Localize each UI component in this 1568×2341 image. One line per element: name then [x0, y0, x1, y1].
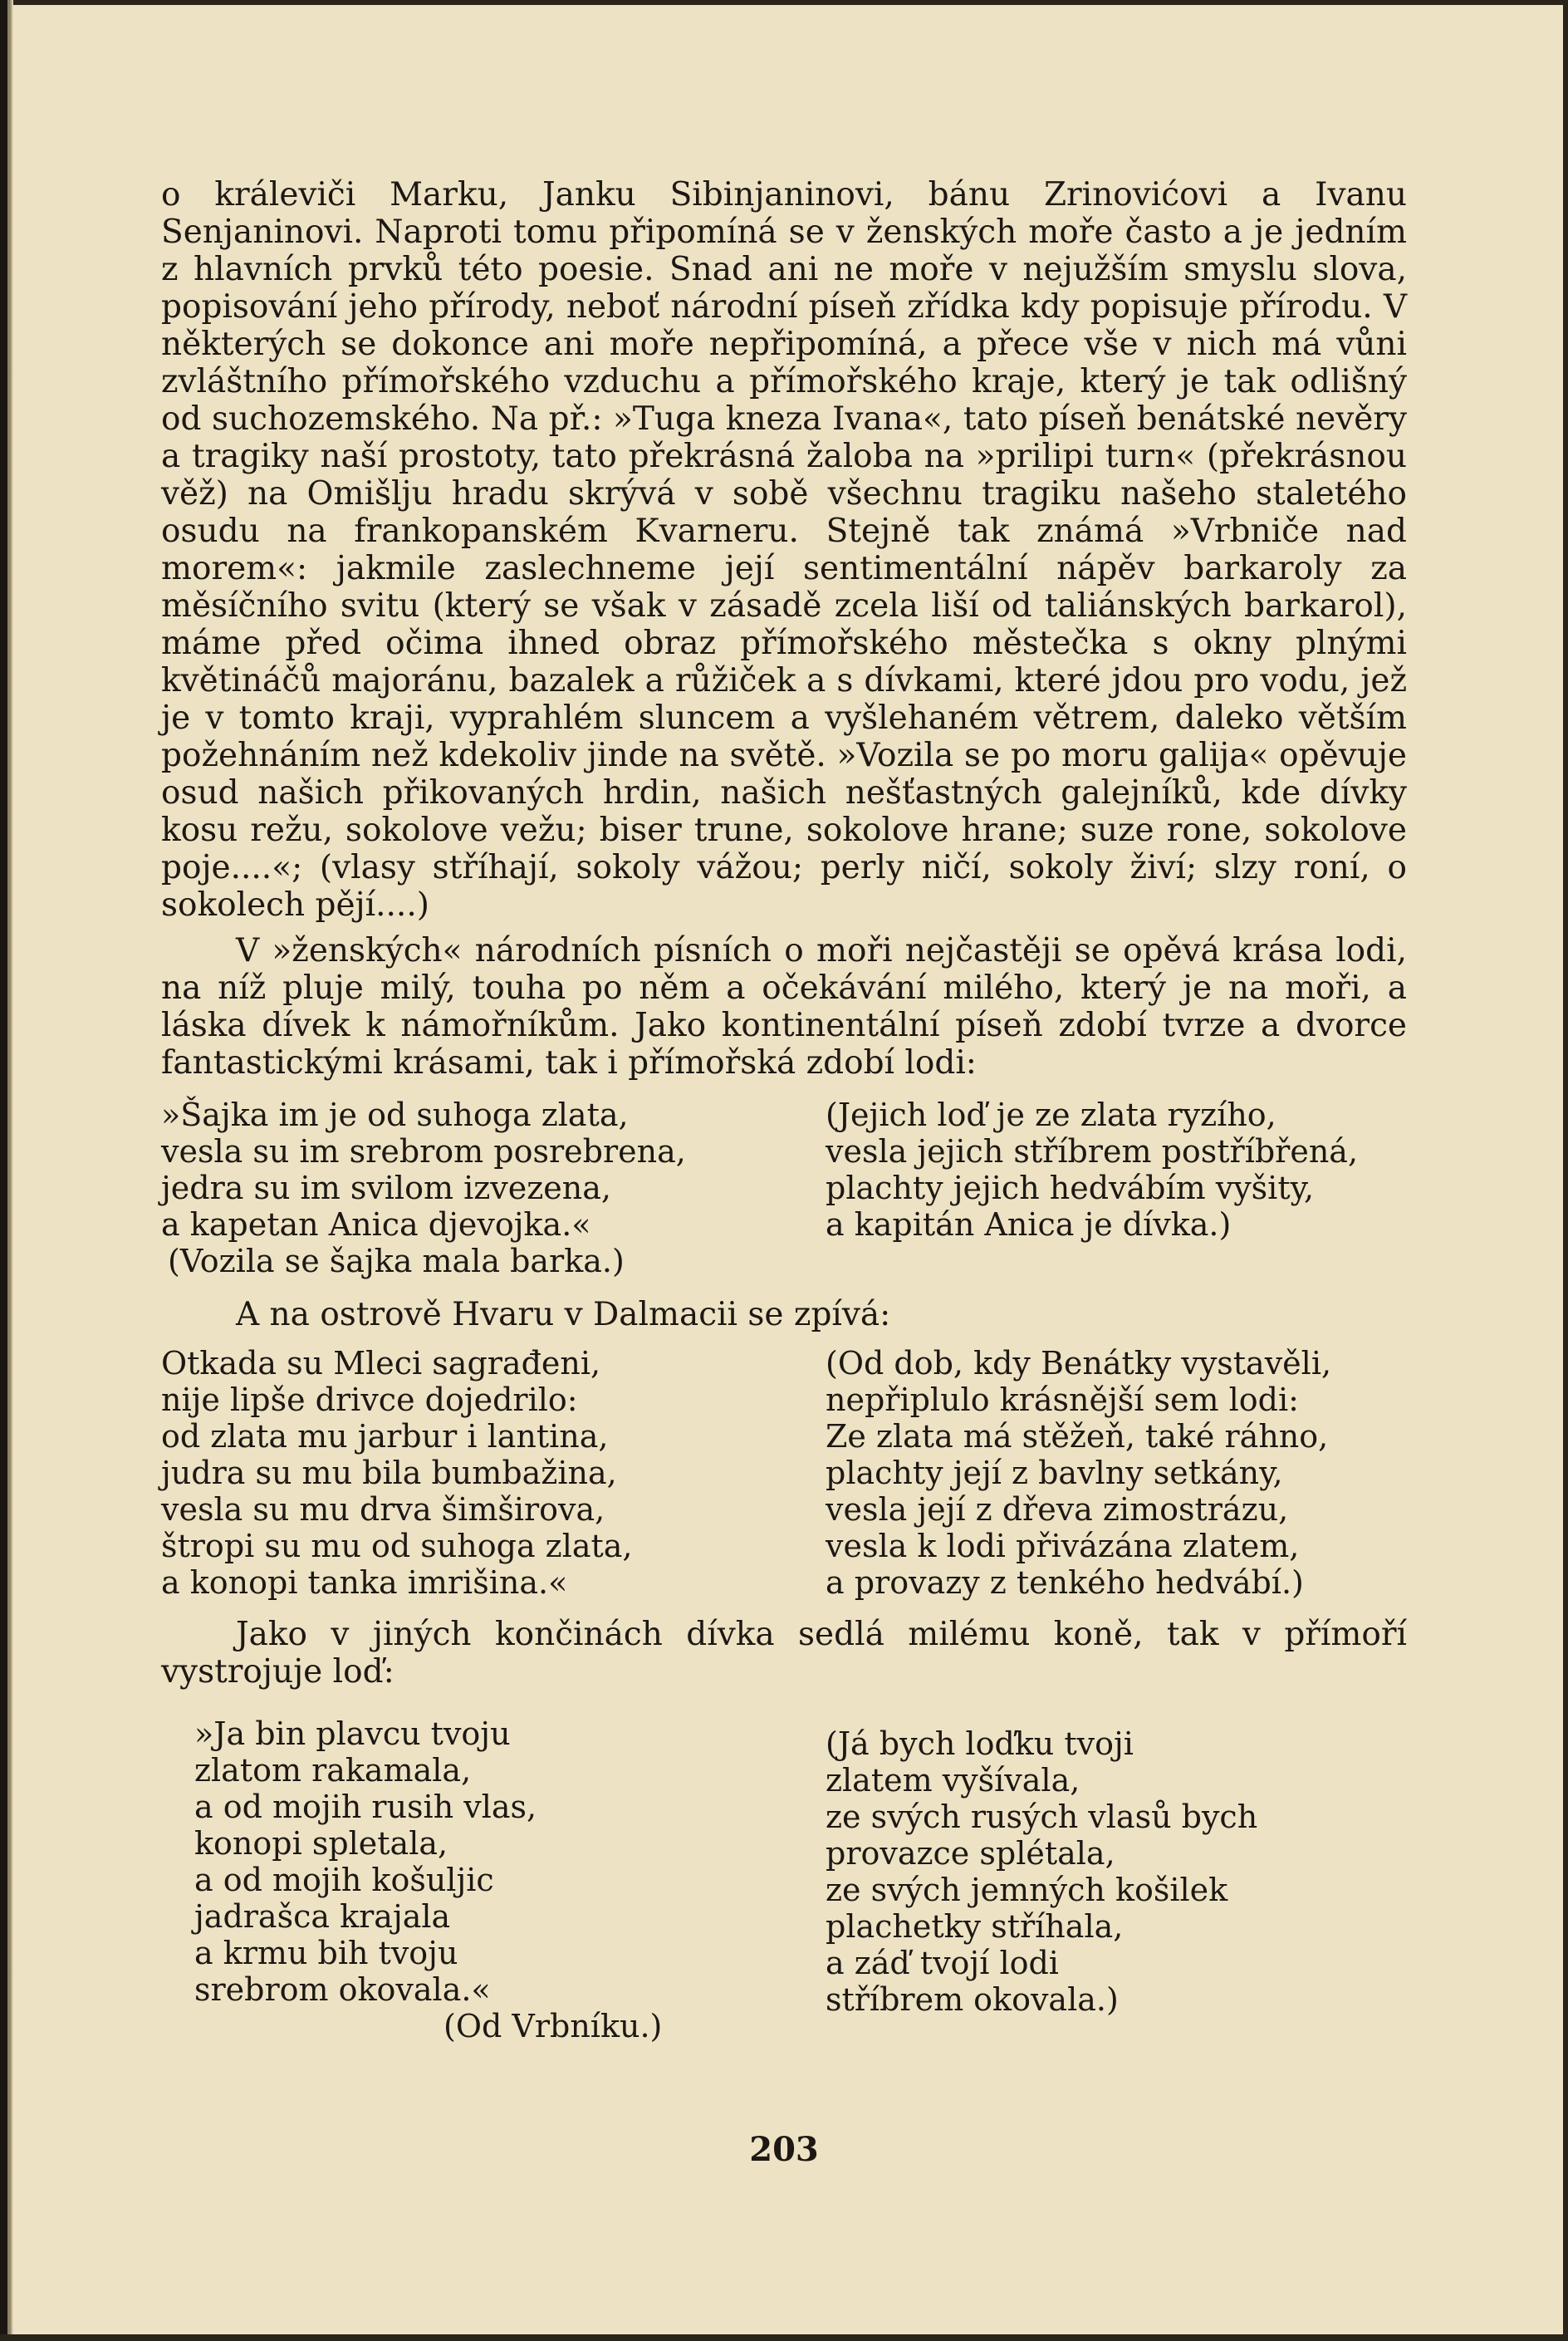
verse-line: Otkada su Mleci sagrađeni, — [161, 1345, 601, 1382]
scan-border-right — [1563, 0, 1568, 2341]
poem-vrbnik-original — [161, 1715, 792, 2044]
verse-line: nepřiplulo krásnější sem lodi: — [826, 1382, 1299, 1418]
verse-line: vesla su mu drva šimširova, — [161, 1491, 605, 1528]
verse-line: zlatem vyšívala, — [826, 1762, 1080, 1799]
poem-source: (Od Vrbníku.) — [443, 2008, 663, 2044]
page-number: 203 — [749, 2130, 819, 2169]
poem-source: (Vozila se šajka mala barka.) — [168, 1243, 625, 1279]
verse-line: stříbrem okovala.) — [826, 1981, 1119, 2018]
verse-line: vesla její z dřeva zimostrázu, — [826, 1491, 1289, 1528]
verse-line: štropi su mu od suhoga zlata, — [161, 1528, 633, 1564]
book-page — [161, 176, 1407, 2169]
verse-line: plachty jejich hedvábím vyšity, — [826, 1170, 1315, 1206]
verse-line: a kapetan Anica djevojka.« — [161, 1206, 591, 1243]
verse-line: judra su mu bila bumbažina, — [161, 1455, 617, 1491]
poem-sajka-translation — [826, 1097, 1407, 1279]
poem-sajka — [161, 1097, 1407, 1279]
verse-line: jadrašca krajala — [194, 1898, 451, 1935]
scan-border-left — [0, 0, 13, 2341]
verse-line: a od mojih rusih vlas, — [194, 1789, 537, 1825]
verse-line: (Jejich loď je ze zlata ryzího, — [826, 1097, 1276, 1133]
verse-line: konopi spletala, — [194, 1825, 448, 1862]
poem-hvar-original — [161, 1345, 759, 1601]
verse-line: zlatom rakamala, — [194, 1752, 472, 1789]
verse-line: srebrom okovala.« — [194, 1971, 491, 2008]
paragraph-lod: Jako v jiných končinách dívka sedlá milému koně, tak v přímoří vystrojuje loď: — [161, 1616, 1407, 1691]
poem-vrbnik — [161, 1715, 1407, 2044]
verse-line: vesla jejich stříbrem postříbřená, — [826, 1133, 1359, 1170]
intro-hvar: A na ostrově Hvaru v Dalmacii se zpívá: — [236, 1296, 891, 1333]
verse-line: nije lipše drivce dojedrilo: — [161, 1382, 578, 1418]
verse-line: a kapitán Anica je dívka.) — [826, 1206, 1232, 1243]
verse-line: »Šajka im je od suhoga zlata, — [161, 1097, 629, 1133]
verse-line: provazce splétala, — [826, 1835, 1115, 1872]
verse-line: plachty její z bavlny setkány, — [826, 1455, 1283, 1491]
verse-line: »Ja bin plavcu tvoju — [194, 1715, 511, 1752]
verse-line: ze svých jemných košilek — [826, 1872, 1228, 1908]
poem-sajka-original — [161, 1097, 759, 1279]
paragraph-ženske-pisne: V »ženských« národních písních o moři nejčastěji se opěvá krása lodi, na níž pluje milý, touha po něm a očekávání milého, který je na moři, a láska dívek k námořníkům. Jako kontinentální píseň zdobí tvrze a dvorce fantastickými krásami, tak i přímořská zdobí lodi: — [161, 932, 1407, 1082]
verse-line: jedra su im svilom izvezena, — [161, 1170, 611, 1206]
verse-line: a konopi tanka imrišina.« — [161, 1564, 568, 1601]
verse-line: a krmu bih tvoju — [194, 1935, 458, 1971]
paragraph-opening: o králeviči Marku, Janku Sibinjaninovi, bánu Zrinovićovi a Ivanu Senjaninovi. Naproti tomu připomíná se v ženských moře často a je jedním z hlavních prvků této poesie. Snad ani ne moře v nejužším smyslu slova, popisování jeho přírody, neboť národní píseň zřídka kdy popisuje přírodu. V některých se dokonce ani moře nepřipomíná, a přece vše v nich má vůni zvláštního přímořského vzduchu a přímořského kraje, který je tak odlišný od suchozemského. Na př.: »Tuga kneza Ivana«, tato píseň benátské nevěry a tragiky naší prostoty, tato překrásná žaloba na »prilipi turn« (překrásnou věž) na Omišlju hradu skrývá v sobě všechnu tragiku našeho staletého osudu na frankopanském Kvarneru. Stejně tak známá »Vrbniče nad morem«: jakmile zaslechneme její sentimentální nápěv barkaroly za měsíčního svitu (který se však v zásadě zcela liší od taliánských barkarol), máme před očima ihned obraz přímořského městečka s okny plnými květináčů majoránu, bazalek a růžiček a s dívkami, které jdou pro vodu, jež je v tomto kraji, vyprahlém sluncem a vyšlehaném větrem, daleko větším požehnáním než kdekoliv jinde na světě. »Vozila se po moru galija« opěvuje osud našich přikovaných hrdin, našich nešťastných galejníků, kde dívky kosu režu, sokolove vežu; biser trune, sokolove hrane; suze rone, sokolove poje....«; (vlasy stříhají, sokoly vážou; perly ničí, sokoly živí; slzy roní, o sokolech pějí....) — [161, 176, 1407, 924]
verse-line: ze svých rusých vlasů bych — [826, 1799, 1258, 1835]
verse-line: a záď tvojí lodi — [826, 1945, 1059, 1981]
scan-border-bottom — [0, 2334, 1568, 2341]
verse-line: (Od dob, kdy Benátky vystavěli, — [826, 1345, 1332, 1382]
verse-line: a od mojih košuljic — [194, 1862, 494, 1898]
verse-line: vesla k lodi přivázána zlatem, — [826, 1528, 1300, 1564]
poem-hvar — [161, 1345, 1407, 1601]
verse-line: (Já bych loďku tvoji — [826, 1725, 1134, 1762]
verse-line: od zlata mu jarbur i lantina, — [161, 1418, 609, 1455]
verse-line: plachetky stříhala, — [826, 1908, 1124, 1945]
scan-border-top — [0, 0, 1568, 5]
poem-hvar-translation — [826, 1345, 1407, 1601]
verse-line: a provazy z tenkého hedvábí.) — [826, 1564, 1304, 1601]
verse-line: Ze zlata má stěžeň, také ráhno, — [826, 1418, 1329, 1455]
verse-line: vesla su im srebrom posrebrena, — [161, 1133, 686, 1170]
poem-vrbnik-translation — [826, 1715, 1407, 2044]
